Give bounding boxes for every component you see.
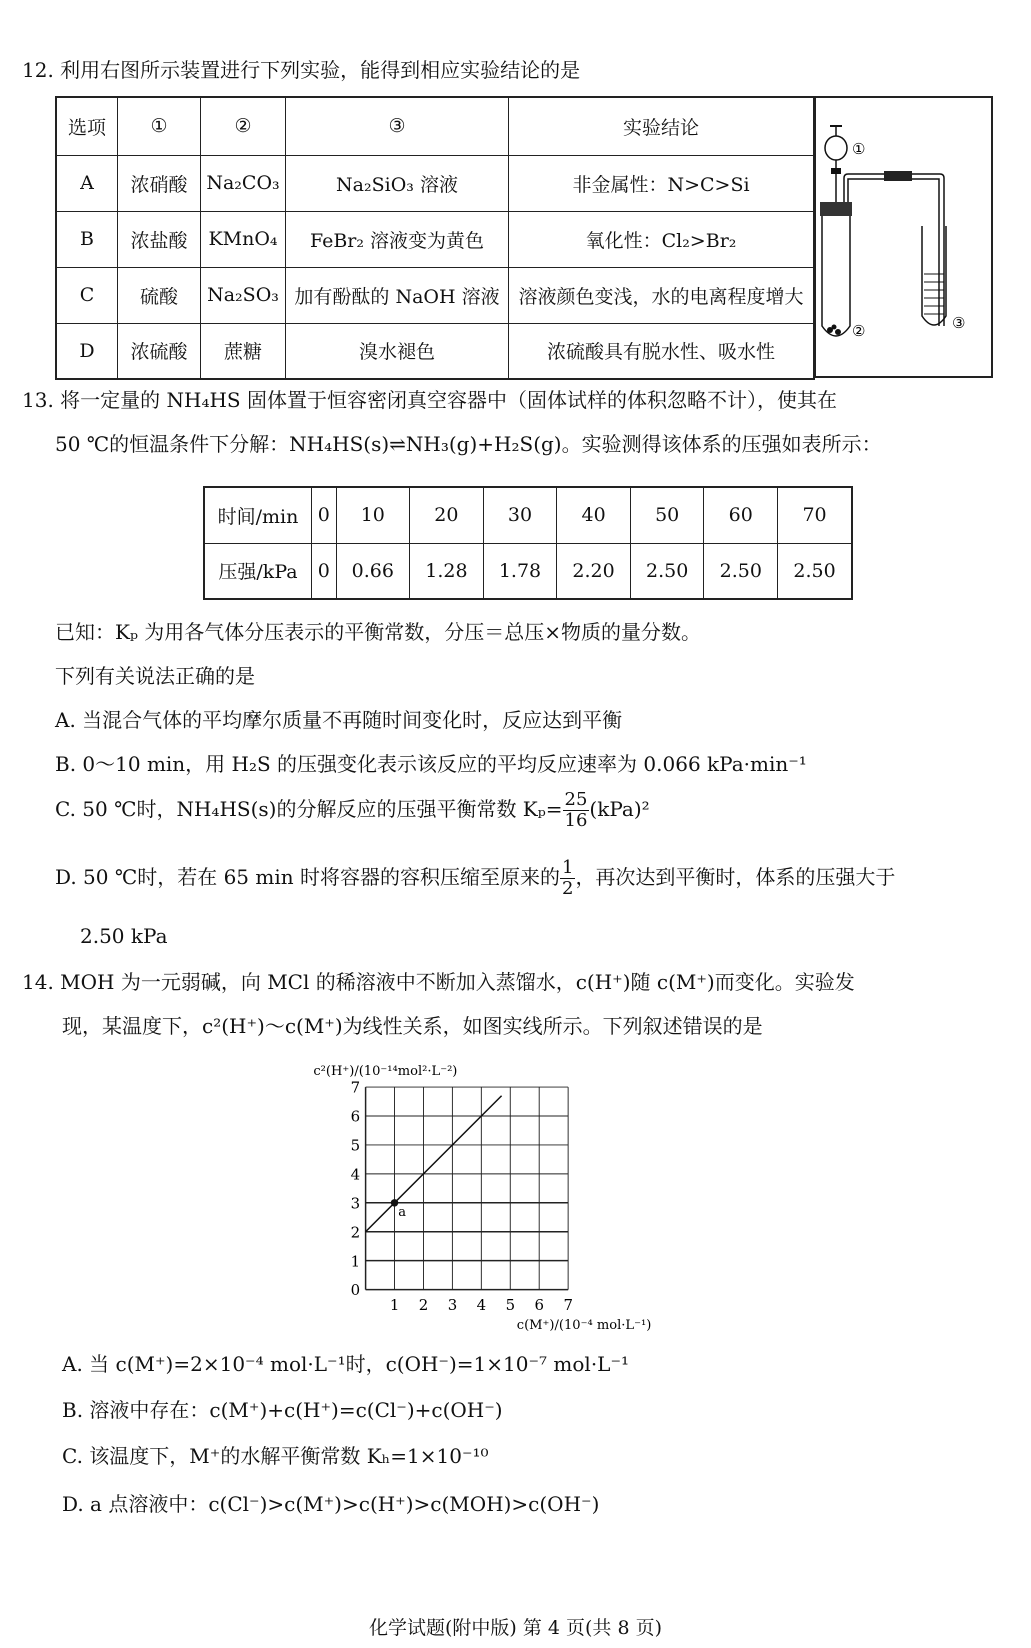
conclusion: 溶液颜色变浅，水的电离程度增大 [509,267,815,323]
label-1: ① [852,140,866,158]
pressure-cell: 1.28 [410,543,484,599]
q13-known: 已知：Kₚ 为用各气体分压表示的平衡常数，分压＝总压×物质的量分数。 [55,620,702,644]
x-tick-label: 3 [447,1296,458,1315]
numerator: 25 [564,789,588,810]
x-axis-label: c(M⁺)/(10⁻⁴ mol·L⁻¹) [516,1317,652,1333]
time-cell: 40 [557,487,631,543]
time-cell: 20 [410,487,484,543]
q14-option-d: D. a 点溶液中：c(Cl⁻)>c(M⁺)>c(H⁺)>c(MOH)>c(OH⁻) [62,1492,600,1516]
denominator: 16 [564,809,588,831]
x-tick-label: 2 [418,1296,429,1315]
table-row [56,211,814,267]
reagent-1: 浓硫酸 [118,323,201,379]
q13-option-c [55,790,650,831]
reagent-2: Na₂SO₃ [201,267,286,323]
time-cell: 30 [483,487,557,543]
q12-header-3: ③ [286,97,509,155]
pressure-cell: 1.78 [483,543,557,599]
y-tick-label: 7 [350,1078,361,1097]
y-tick-label: 2 [350,1223,361,1242]
q12-header-1: ① [118,97,201,155]
q14-chart [300,1060,700,1340]
x-tick-label: 4 [476,1296,487,1315]
time-cell: 70 [778,487,852,543]
label-2: ② [852,322,866,340]
x-tick-label: 6 [534,1296,545,1315]
q12-header-conclusion: 实验结论 [509,97,815,155]
time-label: 时间/min [204,487,312,543]
time-row [204,487,852,543]
conclusion: 非金属性：N>C>Si [509,155,815,211]
table-row [56,155,814,211]
y-tick-label: 3 [350,1194,361,1213]
q13-stem-2: 50 ℃的恒温条件下分解：NH₄HS(s)⇌NH₃(g)+H₂S(g)。实验测得该体系的压强如表所示： [55,432,882,456]
q14-stem-2: 现，某温度下，c²(H⁺)～c(M⁺)为线性关系，如图实线所示。下列叙述错误的是 [62,1014,763,1038]
table-row [56,323,814,379]
x-tick-label: 1 [389,1296,400,1315]
fraction [560,858,575,899]
reagent-2: KMnO₄ [201,211,286,267]
q12-header-2: ② [201,97,286,155]
denominator: 2 [561,877,574,899]
table-row [56,267,814,323]
y-tick-label: 4 [350,1165,361,1184]
q13-option-a: A. 当混合气体的平均摩尔质量不再随时间变化时，反应达到平衡 [55,708,623,732]
option-label: B [56,211,118,267]
q14-option-a: A. 当 c(M⁺)=2×10⁻⁴ mol·L⁻¹时，c(OH⁻)=1×10⁻⁷ mol·L⁻¹ [62,1352,630,1376]
pressure-cell: 0.66 [336,543,410,599]
reagent-3: 加有酚酞的 NaOH 溶液 [286,267,509,323]
q13-ask: 下列有关说法正确的是 [55,664,255,688]
q12-table [55,96,815,380]
apparatus-diagram [815,96,993,378]
q14-option-c: C. 该温度下，M⁺的水解平衡常数 Kₕ=1×10⁻¹⁰ [62,1444,489,1468]
q13-option-d-cont: 2.50 kPa [80,924,168,948]
apparatus-drawing [816,98,992,376]
y-tick-label: 1 [350,1252,361,1271]
q13-option-d-text-2: ，再次达到平衡时，体系的压强大于 [575,864,896,889]
q13-option-c-text: C. 50 ℃时，NH₄HS(s)的分解反应的压强平衡常数 Kₚ= [55,796,563,821]
page-footer: 化学试题(附中版) 第 4 页(共 8 页) [368,1617,663,1639]
x-tick-label: 7 [563,1296,573,1315]
q13-option-d [55,858,895,899]
q14-stem-1: 14. MOH 为一元弱碱，向 MCl 的稀溶液中不断加入蒸馏水，c(H⁺)随 c(M⁺)而变化。实验发 [22,970,855,994]
label-3: ③ [952,314,966,332]
pressure-cell: 2.50 [630,543,704,599]
time-cell: 50 [630,487,704,543]
conclusion: 浓硫酸具有脱水性、吸水性 [509,323,815,379]
conclusion: 氧化性：Cl₂>Br₂ [509,211,815,267]
time-cell: 60 [704,487,778,543]
q13-table [203,486,853,600]
chart-grid [366,1087,569,1290]
point-a [391,1199,398,1206]
reagent-2: Na₂CO₃ [201,155,286,211]
pressure-label: 压强/kPa [204,543,312,599]
time-cell: 10 [336,487,410,543]
option-label: C [56,267,118,323]
point-a-label: a [398,1204,407,1220]
q13-option-d-text: D. 50 ℃时，若在 65 min 时将容器的容积压缩至原来的 [55,864,560,889]
pressure-cell: 2.50 [778,543,852,599]
pressure-cell: 2.20 [557,543,631,599]
y-axis-label: c²(H⁺)/(10⁻¹⁴mol²·L⁻²) [313,1063,458,1079]
reagent-1: 硫酸 [118,267,201,323]
fraction [563,790,590,831]
q13-option-b: B. 0～10 min，用 H₂S 的压强变化表示该反应的平均反应速率为 0.066 kPa·min⁻¹ [55,752,807,776]
q12-header-option: 选项 [56,97,118,155]
time-cell: 0 [312,487,337,543]
x-tick-label: 5 [505,1296,516,1315]
reagent-1: 浓盐酸 [118,211,201,267]
pressure-cell: 0 [312,543,337,599]
reagent-3: Na₂SiO₃ 溶液 [286,155,509,211]
reagent-3: 溴水褪色 [286,323,509,379]
numerator: 1 [561,857,574,878]
y-tick-label: 0 [350,1281,361,1300]
pressure-cell: 2.50 [704,543,778,599]
pressure-row [204,543,852,599]
y-tick-label: 5 [350,1136,361,1155]
q13-option-c-unit: (kPa)² [589,796,650,821]
option-label: A [56,155,118,211]
q14-option-b: B. 溶液中存在：c(M⁺)+c(H⁺)=c(Cl⁻)+c(OH⁻) [62,1398,503,1422]
y-tick-label: 6 [350,1107,361,1126]
reagent-3: FeBr₂ 溶液变为黄色 [286,211,509,267]
q12-stem: 12. 利用右图所示装置进行下列实验，能得到相应实验结论的是 [22,58,581,82]
reagent-2: 蔗糖 [201,323,286,379]
option-label: D [56,323,118,379]
reagent-1: 浓硝酸 [118,155,201,211]
q13-stem-1: 13. 将一定量的 NH₄HS 固体置于恒容密闭真空容器中（固体试样的体积忽略不计），使其在 [22,388,837,412]
